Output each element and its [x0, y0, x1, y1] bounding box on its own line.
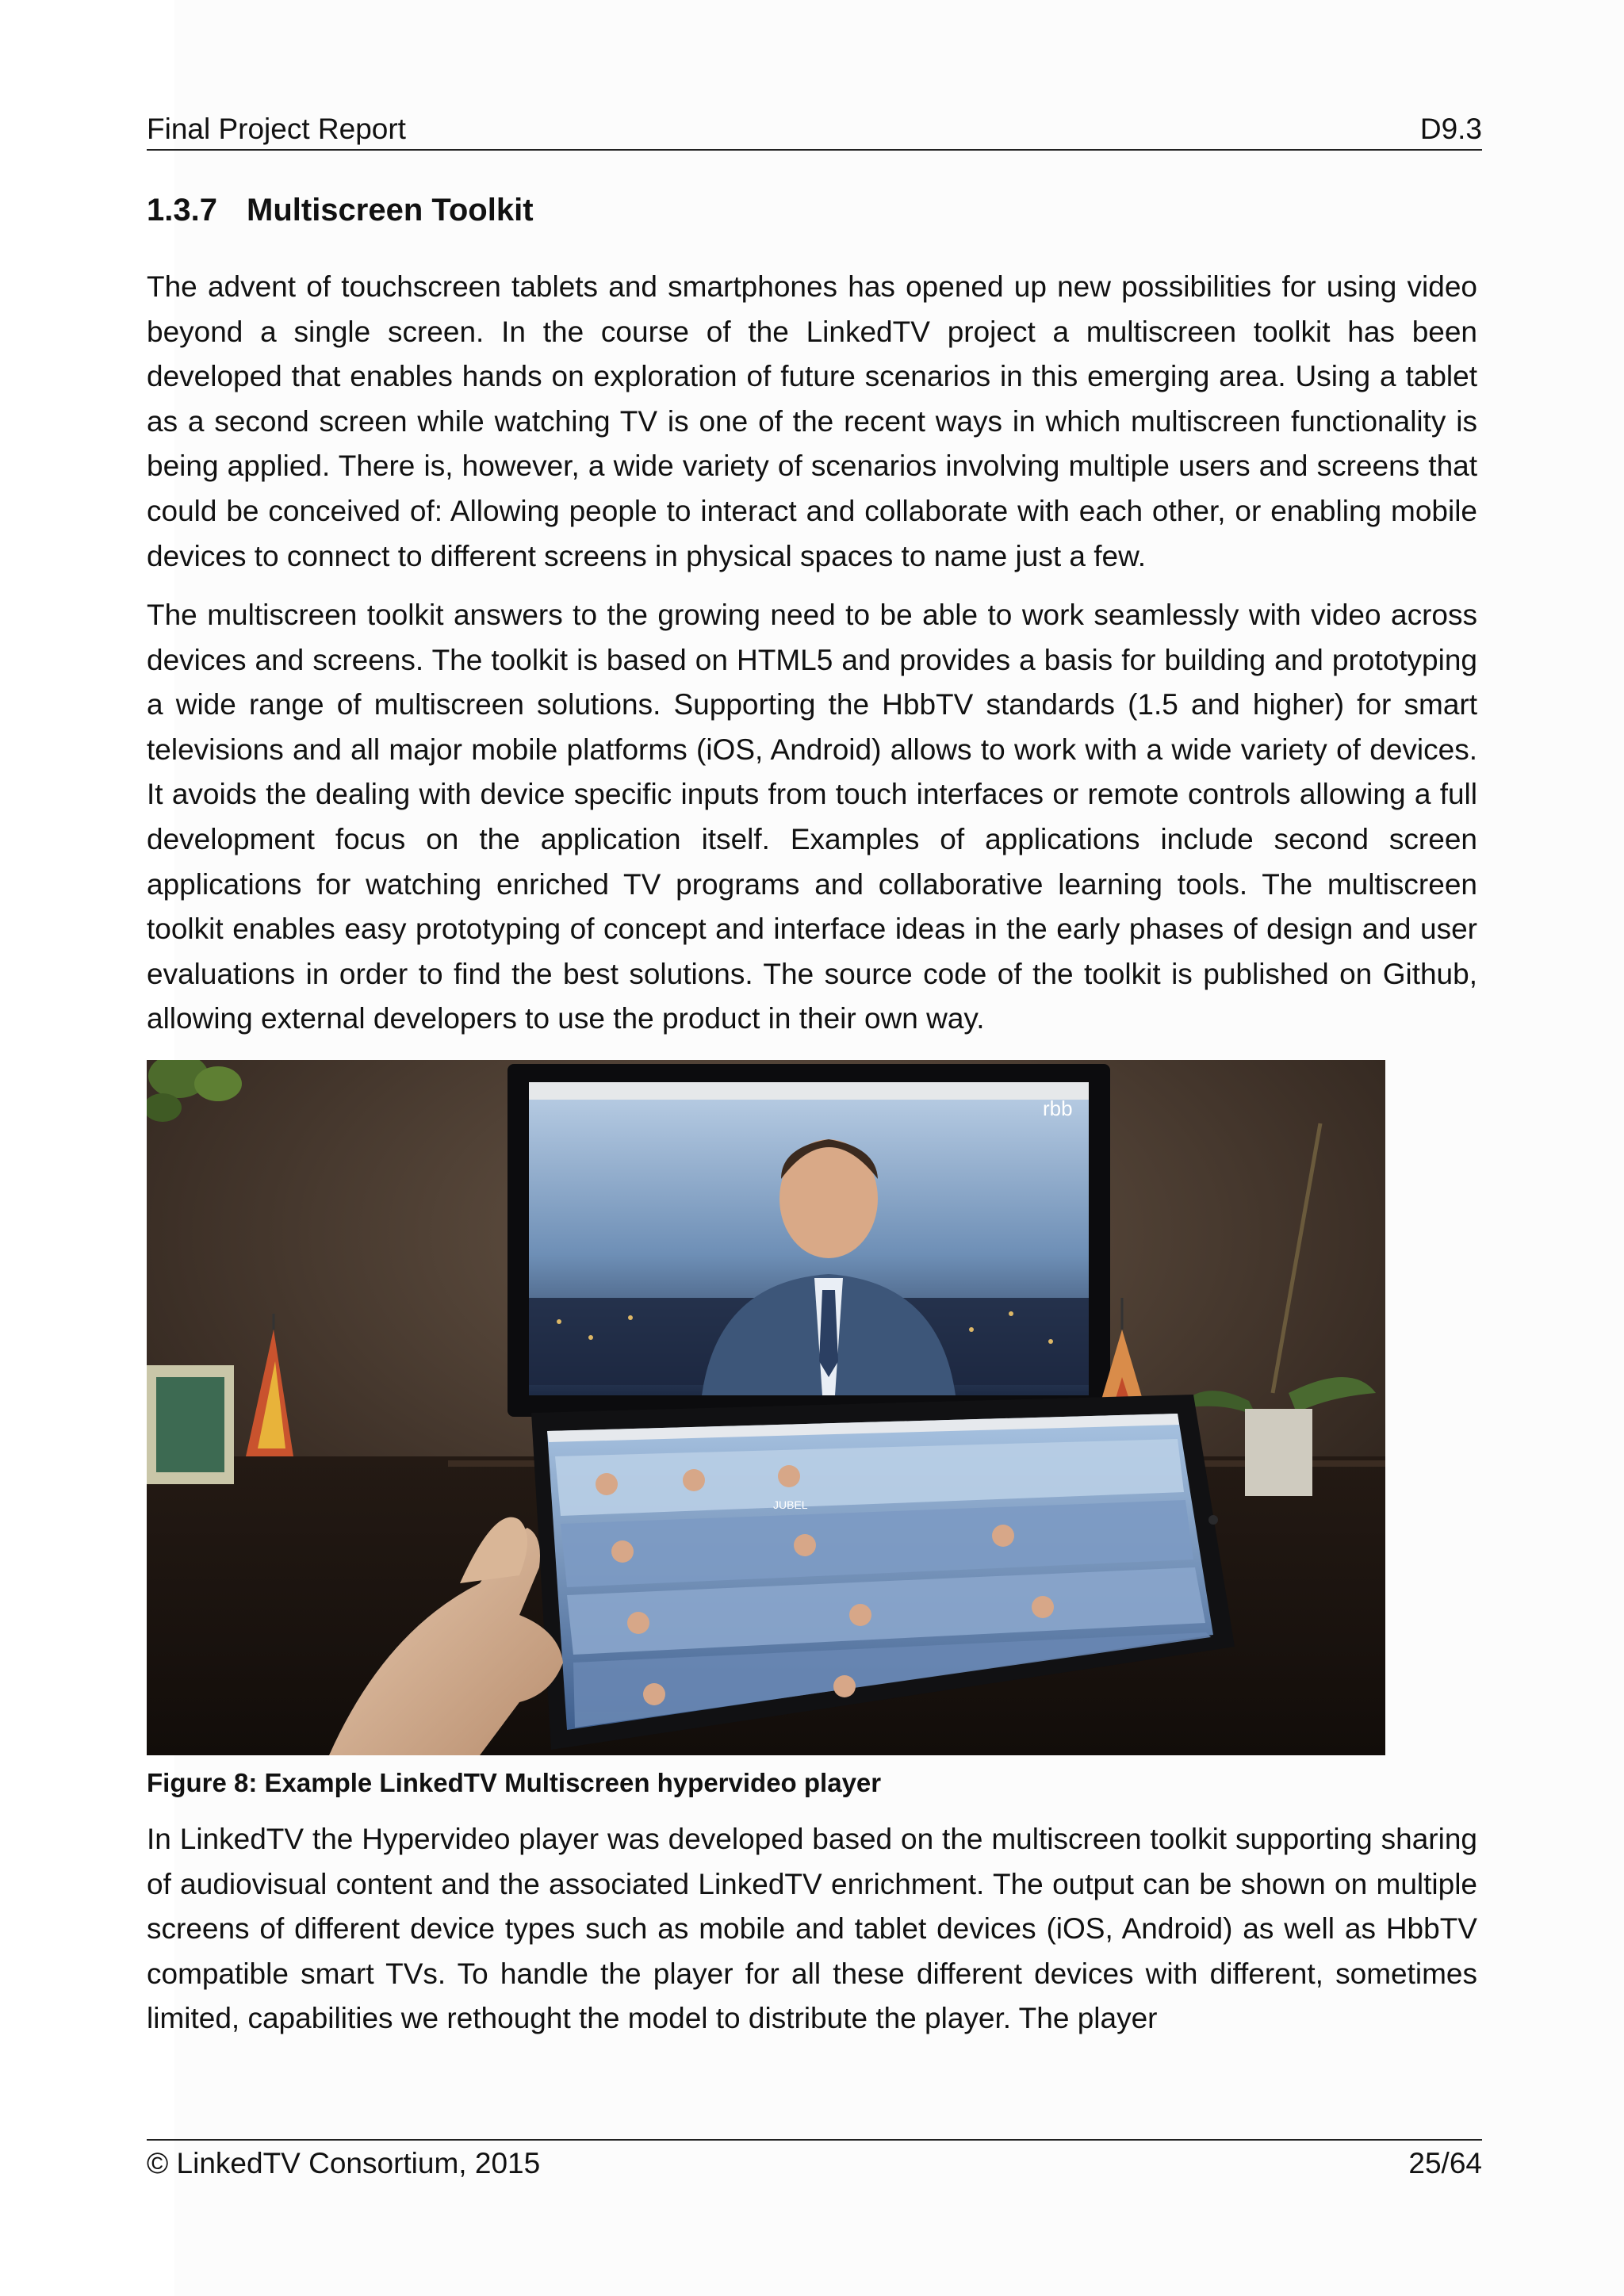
page-number: 25/64 — [1408, 2147, 1482, 2179]
body-paragraph: The multiscreen toolkit answers to the growing need to be able to work seamlessly with video across devices and screens. The toolkit is based on HTML5 and provides a basis for building and prototyping a wide range of multiscreen solutions. Supporting the HbbTV standards (1.5 and higher) for smart televisions and all major mobile platforms (iOS, Android) allows to work with a wide variety of devices. It avoids the dealing with device specific inputs from touch interfaces or remote controls allowing a full development focus on the application itself. Examples of applications include second screen applications for watching enriched TV programs and collaborative learning tools. The multiscreen toolkit enables easy prototyping of concept and interface ideas in the early phases of design and user evaluations in order to find the best solutions. The source code of the toolkit is published on Github, allowing external developers to use the product in their own way. — [147, 599, 1477, 1035]
section-heading — [147, 193, 534, 228]
body-paragraph: The advent of touchscreen tablets and smartphones has opened up new possibilities for using video beyond a single screen. In the course of the LinkedTV project a multiscreen toolkit has been developed that enables hands on exploration of future scenarios in this emerging area. Using a tablet as a second screen while watching TV is one of the recent ways in which multiscreen functionality is being applied. There is, however, a wide variety of scenarios involving multiple users and screens that could be conceived of: Allowing people to interact and collaborate with each other, or enabling mobile devices to connect to different screens in physical spaces to name just a few. — [147, 270, 1477, 572]
section-title: Multiscreen Toolkit — [247, 193, 534, 228]
tablet-label: JUBEL — [773, 1498, 808, 1511]
page-header — [147, 111, 1482, 151]
page-footer — [147, 2139, 1482, 2179]
deliverable-id: D9.3 — [1419, 113, 1482, 145]
figure-photo — [147, 1060, 1385, 1755]
section-number: 1.3.7 — [147, 193, 217, 228]
figure-caption: Figure 8: Example LinkedTV Multiscreen hypervideo player — [147, 1768, 882, 1797]
copyright-notice: © LinkedTV Consortium, 2015 — [147, 2147, 541, 2179]
report-title: Final Project Report — [147, 113, 406, 145]
body-paragraph: In LinkedTV the Hypervideo player was developed based on the multiscreen toolkit supporting sharing of audiovisual content and the associated LinkedTV enrichment. The output can be shown on multiple screens of different device types such as mobile and tablet devices (iOS, Android) as well as HbbTV compatible smart TVs. To handle the player for all these different devices with different, sometimes limited, capabilities we rethought the model to distribute the player. The player — [147, 1823, 1477, 2035]
tv-channel-logo: rbb — [1043, 1096, 1073, 1120]
